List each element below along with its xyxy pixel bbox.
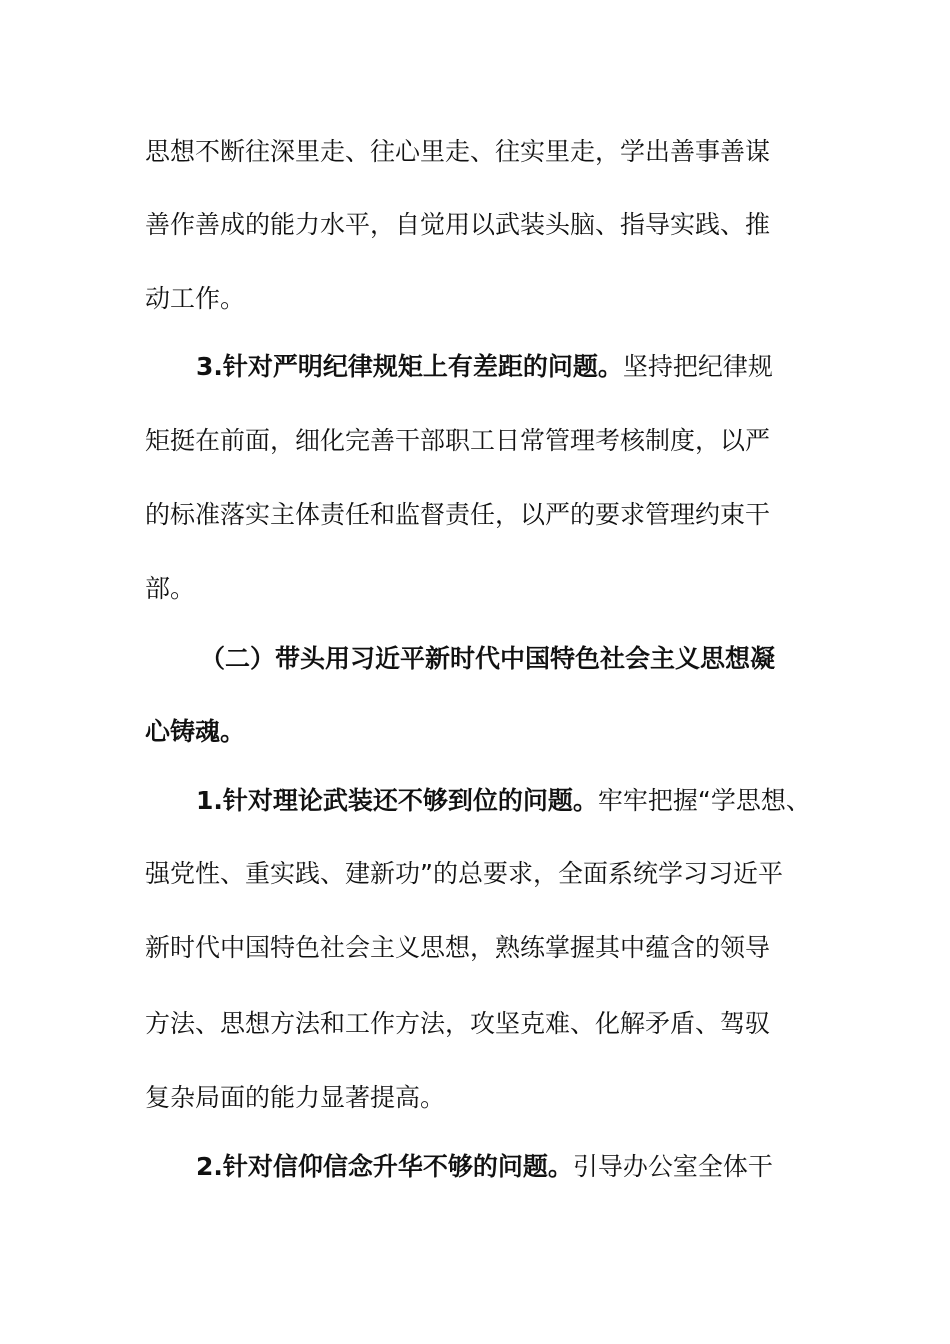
paragraph-line	[145, 857, 845, 891]
body-text: 坚持把纪律规	[622, 352, 773, 381]
paragraph-line	[145, 282, 845, 316]
body-text: 动工作。	[145, 284, 246, 313]
body-text: 部。	[145, 574, 196, 603]
body-text: 引导办公室全体干	[572, 1152, 773, 1181]
paragraph-line	[145, 1007, 845, 1041]
paragraph-line	[145, 135, 845, 169]
body-text: 善作善成的能力水平，自觉用以武装头脑、指导实践、推	[145, 210, 771, 239]
paragraph-line	[145, 1081, 845, 1115]
section-heading-text: （二）带头用习近平新时代中国特色社会主义思想凝	[200, 644, 776, 673]
section-heading-line	[200, 642, 900, 676]
body-text: 方法、思想方法和工作方法，攻坚克难、化解矛盾、驾驭	[145, 1009, 771, 1038]
section-heading-line	[145, 715, 845, 749]
body-text: 复杂局面的能力显著提高。	[145, 1083, 446, 1112]
paragraph-line	[145, 424, 845, 458]
subheading-text: 2.针对信仰信念升华不够的问题。	[196, 1152, 573, 1181]
body-text: 思想不断往深里走、往心里走、往实里走，学出善事善谋	[145, 137, 771, 166]
paragraph-line	[145, 931, 845, 965]
paragraph-line	[145, 572, 845, 606]
body-text: 的标准落实主体责任和监督责任，以严的要求管理约束干	[145, 500, 771, 529]
paragraph-line	[196, 1150, 896, 1184]
body-text: 新时代中国特色社会主义思想，熟练掌握其中蕴含的领导	[145, 933, 771, 962]
subheading-text: 3.针对严明纪律规矩上有差距的问题。	[196, 352, 623, 381]
paragraph-line	[196, 784, 896, 818]
paragraph-line	[196, 350, 896, 384]
section-heading-text: 心铸魂。	[145, 717, 246, 746]
paragraph-line	[145, 208, 845, 242]
body-text: 强党性、重实践、建新功”的总要求，全面系统学习习近平	[145, 859, 783, 888]
paragraph-line	[145, 498, 845, 532]
body-text: 矩挺在前面，细化完善干部职工日常管理考核制度，以严	[145, 426, 771, 455]
subheading-text: 1.针对理论武装还不够到位的问题。	[196, 786, 598, 815]
body-text: 牢牢把握“学思想、	[597, 786, 811, 815]
